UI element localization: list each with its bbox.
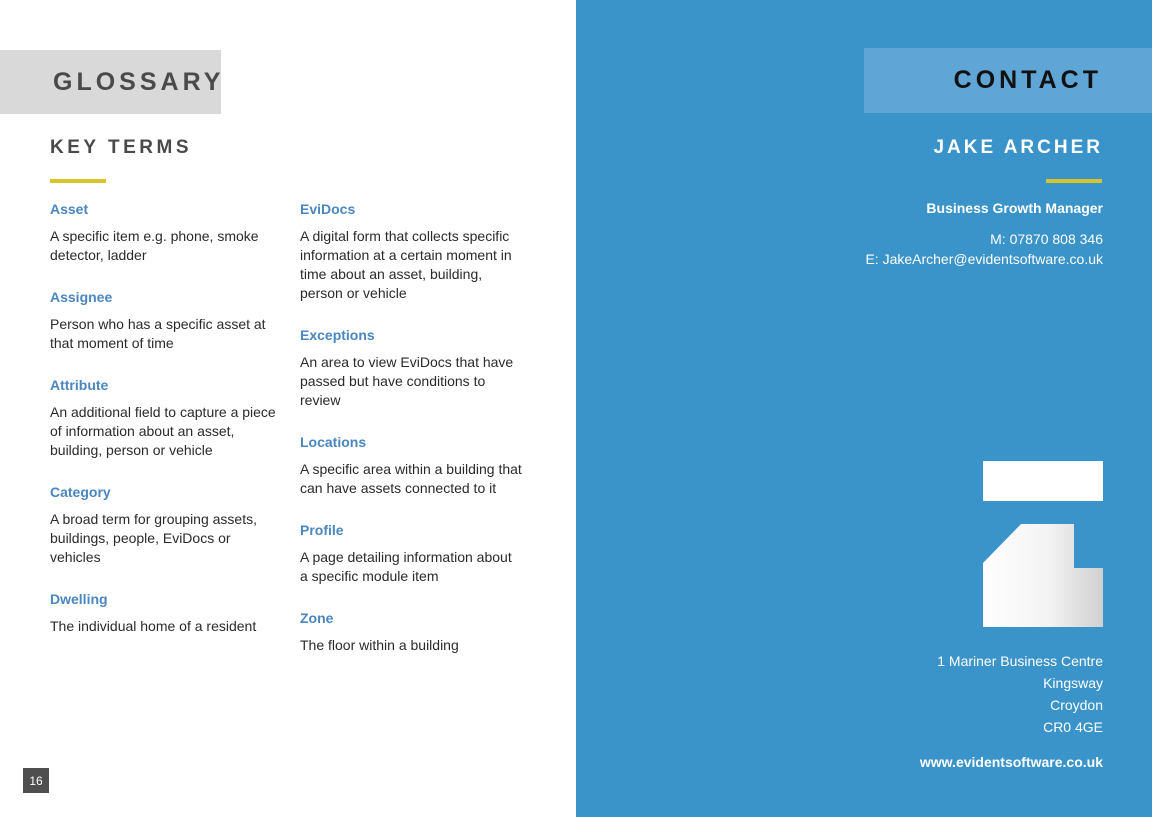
glossary-term: Attribute — [50, 377, 109, 393]
glossary-term: Asset — [50, 201, 89, 217]
address-block — [937, 650, 1103, 738]
glossary-term: Assignee — [50, 289, 113, 305]
glossary-column-2 — [300, 200, 522, 678]
address-line: 1 Mariner Business Centre — [937, 653, 1103, 669]
glossary-entry — [50, 200, 282, 265]
glossary-definition: Person who has a specific asset at that moment of time — [50, 316, 266, 351]
contact-heading: CONTACT — [864, 48, 1152, 113]
evident-logo-icon — [983, 461, 1103, 627]
page-number: 16 — [23, 768, 49, 793]
contact-role: Business Growth Manager — [926, 200, 1103, 216]
glossary-definition: A page detailing information about a specific module item — [300, 549, 512, 584]
glossary-entry — [300, 521, 522, 586]
glossary-term: Locations — [300, 434, 367, 450]
address-line: Croydon — [1050, 697, 1103, 713]
key-terms-heading: KEY TERMS — [50, 137, 193, 158]
glossary-definition: A digital form that collects specific information at a certain moment in time about an asset, building, person or vehicle — [300, 228, 512, 301]
glossary-entry — [300, 609, 522, 655]
contact-mobile: M: 07870 808 346 — [990, 231, 1103, 247]
glossary-term: Profile — [300, 522, 344, 538]
glossary-definition: The individual home of a resident — [50, 618, 257, 634]
website-link[interactable]: www.evidentsoftware.co.uk — [919, 754, 1103, 770]
glossary-term: Zone — [300, 610, 334, 626]
glossary-term: Exceptions — [300, 327, 375, 343]
address-line: Kingsway — [1043, 675, 1103, 691]
glossary-heading: GLOSSARY — [0, 50, 221, 114]
divider-rule — [50, 179, 106, 183]
glossary-definition: A broad term for grouping assets, buildings, people, EviDocs or vehicles — [50, 511, 257, 565]
glossary-term: Dwelling — [50, 591, 108, 607]
contact-details — [865, 230, 1103, 269]
glossary-entry — [300, 433, 522, 498]
right-page — [576, 0, 1152, 817]
glossary-definition: A specific area within a building that can have assets connected to it — [300, 461, 522, 496]
glossary-term: EviDocs — [300, 201, 356, 217]
glossary-entry — [300, 200, 522, 303]
glossary-entry — [300, 326, 522, 410]
address-line: CR0 4GE — [1043, 719, 1103, 735]
divider-rule — [1046, 179, 1102, 183]
glossary-entry — [50, 590, 282, 636]
glossary-definition: A specific item e.g. phone, smoke detector, ladder — [50, 228, 259, 263]
glossary-term: Category — [50, 484, 111, 500]
glossary-entry — [50, 376, 282, 460]
glossary-definition: An area to view EviDocs that have passed but have conditions to review — [300, 354, 514, 408]
glossary-definition: The floor within a building — [300, 637, 459, 653]
glossary-definition: An additional field to capture a piece of information about an asset, building, person or vehicle — [50, 404, 276, 458]
glossary-entry — [50, 288, 282, 353]
contact-name: JAKE ARCHER — [933, 137, 1103, 158]
contact-email[interactable]: E: JakeArcher@evidentsoftware.co.uk — [865, 250, 1103, 267]
glossary-column-1 — [50, 200, 282, 659]
glossary-entry — [50, 483, 282, 567]
